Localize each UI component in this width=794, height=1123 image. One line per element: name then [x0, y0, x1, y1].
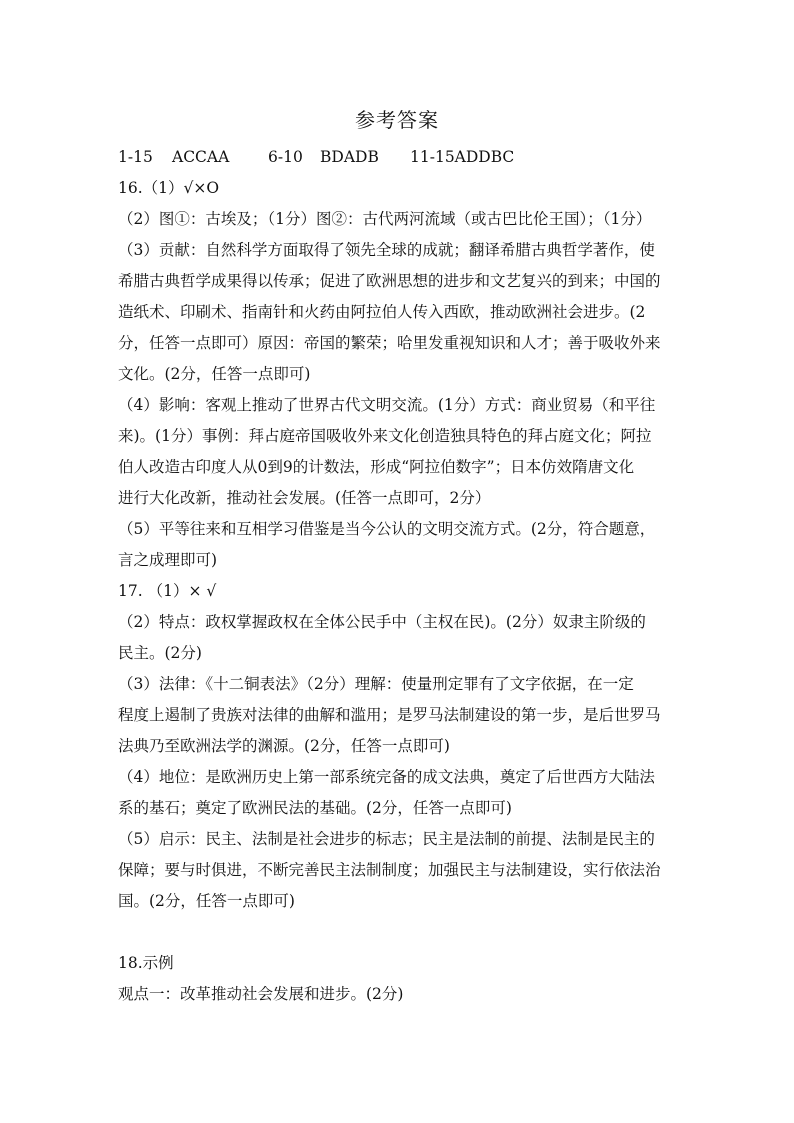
q16-part3-line1: （3）贡献：自然科学方面取得了领先全球的成就；翻译希腊古典哲学著作，使	[118, 241, 655, 259]
mc-range-3: 11-15ADDBC	[410, 148, 515, 166]
section-spacer	[118, 917, 684, 948]
q17-part3-line1: （3）法律：《十二铜表法》（2分）理解：使量刑定罪有了文字依据，在一定	[118, 675, 634, 693]
q16-part2: （2）图①：古埃及；（1分）图②：古代两河流域（或古巴比伦王国）；（1分）	[118, 210, 652, 228]
q16-part1: 16.（1）√×O	[118, 179, 220, 197]
q16-part5-line2: 言之成理即可)	[118, 551, 218, 569]
q16-part3-line5: 文化。(2分，任答一点即可)	[118, 365, 311, 383]
page-title: 参考答案	[355, 108, 439, 132]
mc-range-2: 6-10	[268, 148, 303, 166]
mc-answers-2: BDADB	[320, 148, 379, 166]
q16-part4-line2: 来)。(1分）事例：拜占庭帝国吸收外来文化创造独具特色的拜占庭文化；阿拉	[118, 427, 652, 445]
q17-part5-line1: （5）启示：民主、法制是社会进步的标志；民主是法制的前提、法制是民主的	[118, 830, 655, 848]
mc-range-1: 1-15	[118, 148, 153, 166]
q17-part2-line1: （2）特点：政权掌握政权在全体公民手中（主权在民)。(2分）奴隶主阶级的	[118, 613, 646, 631]
q16-part3-line3: 造纸术、印刷术、指南针和火药由阿拉伯人传入西欧，推动欧洲社会进步。(2	[118, 303, 646, 321]
q17-part5-line2: 保障；要与时俱进，不断完善民主法制制度；加强民主与法制建设，实行依法治	[118, 861, 661, 879]
q17-part4-line2: 系的基石；奠定了欧洲民法的基础。(2分，任答一点即可)	[118, 799, 512, 817]
q16-part5-line1: （5）平等往来和互相学习借鉴是当今公认的文明交流方式。(2分，符合题意，	[118, 520, 656, 538]
q17-part3-line3: 法典乃至欧洲法学的渊源。(2分，任答一点即可)	[118, 737, 450, 755]
q16-part4-line3: 伯人改造古印度人从0到9的计数法，形成“阿拉伯数字”；日本仿效隋唐文化	[118, 458, 635, 476]
q17-part4-line1: （4）地位：是欧洲历史上第一部系统完备的成文法典，奠定了后世西方大陆法	[118, 768, 655, 786]
q18-viewpoint-1: 观点一：改革推动社会发展和进步。(2分)	[118, 985, 404, 1003]
q16-part4-line1: （4）影响：客观上推动了世界古代文明交流。(1分）方式：商业贸易（和平往	[118, 396, 656, 414]
q17-part3-line2: 程度上遏制了贵族对法律的曲解和滥用；是罗马法制建设的第一步，是后世罗马	[118, 706, 661, 724]
q17-part5-line3: 国。(2分，任答一点即可)	[118, 892, 295, 910]
q17-part1: 17. （1）× √	[118, 582, 217, 600]
q16-part3-line2: 希腊古典哲学成果得以传承；促进了欧洲思想的进步和文艺复兴的到来；中国的	[118, 272, 661, 290]
q17-part2-line2: 民主。(2分)	[118, 644, 202, 662]
q16-part3-line4: 分，任答一点即可）原因：帝国的繁荣；哈里发重视知识和人才；善于吸收外来	[118, 334, 661, 352]
mc-answer-key-row	[118, 142, 684, 173]
q16-part4-line4: 进行大化改新，推动社会发展。(任答一点即可，2分）	[118, 489, 491, 507]
answer-content	[118, 142, 684, 1010]
q18-heading: 18.示例	[118, 954, 174, 972]
mc-answers-1: ACCAA	[172, 148, 230, 166]
